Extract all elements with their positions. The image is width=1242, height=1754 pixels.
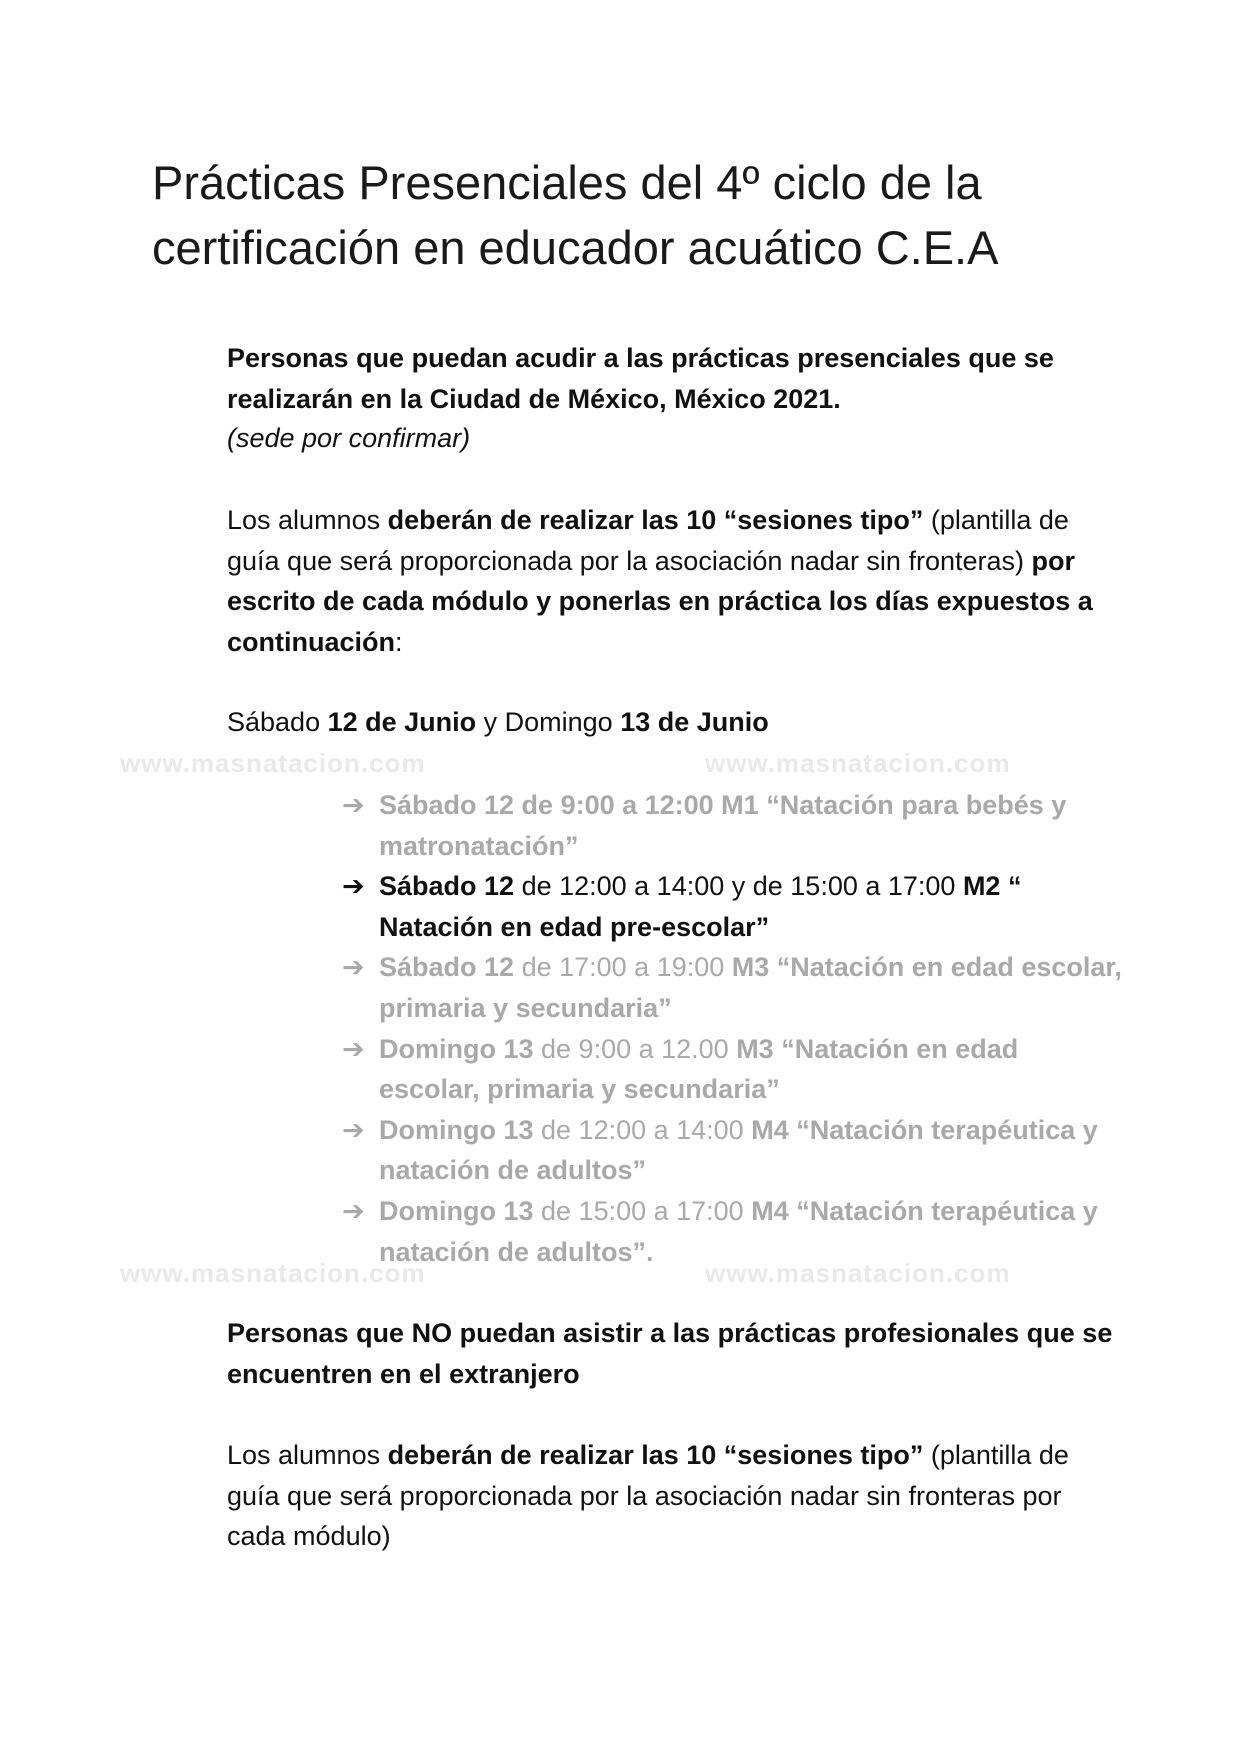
schedule-day: Domingo 13 xyxy=(379,1033,534,1064)
watermark: www.masnatacion.com xyxy=(120,1258,426,1288)
schedule-time: de 15:00 a 17:00 xyxy=(533,1195,752,1226)
arrow-icon: ➔ xyxy=(342,1195,365,1226)
schedule-item xyxy=(342,1110,1122,1191)
text: (plantilla de guía que será proporcionada por la asociación nadar sin fronteras) xyxy=(227,505,1069,576)
text: Los alumnos xyxy=(227,1440,388,1470)
schedule-time: de 17:00 a 19:00 xyxy=(521,952,732,983)
section1-paragraph xyxy=(227,500,1127,662)
schedule-item xyxy=(342,947,1122,1028)
schedule-time: de 9:00 a 12.00 xyxy=(533,1033,737,1064)
date: 13 de Junio xyxy=(620,707,769,737)
text: y Domingo xyxy=(476,707,621,737)
schedule-day: Domingo 13 xyxy=(379,1195,534,1226)
text: (plantilla de guía que será proporcionada por la asociación nadar sin fronteras por cada módulo) xyxy=(227,1440,1069,1552)
section2-heading: Personas que NO puedan asistir a las prácticas profesionales que se encuentren en el extranjero xyxy=(227,1318,1113,1389)
text: : xyxy=(395,626,403,657)
text-bold: deberán de realizar las 10 “sesiones tipo” xyxy=(387,1440,924,1470)
schedule-list xyxy=(342,785,1122,1272)
arrow-icon: ➔ xyxy=(342,1114,365,1145)
section1-note: (sede por confirmar) xyxy=(227,423,471,453)
schedule-module: M4 “Natación terapéutica y natación de adultos” xyxy=(379,1114,1098,1186)
schedule-item xyxy=(342,1191,1122,1272)
arrow-icon: ➔ xyxy=(342,790,365,820)
schedule-module: M3 “Natación en edad escolar, primaria y secundaria” xyxy=(379,952,1122,1023)
schedule-module: M2 “ Natación en edad pre-escolar” xyxy=(379,871,1022,942)
schedule-module: M3 “Natación en edad escolar, primaria y secundaria” xyxy=(379,1033,1019,1105)
schedule-item xyxy=(342,1029,1122,1110)
arrow-icon: ➔ xyxy=(342,952,365,983)
schedule-day: Domingo 13 xyxy=(379,1114,534,1145)
date: 12 de Junio xyxy=(327,707,477,737)
schedule-time: de 12:00 a 14:00 xyxy=(533,1114,752,1145)
text: Los alumnos xyxy=(227,505,388,535)
page-title: Prácticas Presenciales del 4º ciclo de la certificación en educador acuático C.E.A xyxy=(152,156,999,274)
schedule-day: Sábado 12 xyxy=(379,952,522,983)
schedule-time: de 12:00 a 14:00 y de 15:00 a 17:00 xyxy=(514,871,963,902)
text: Sábado xyxy=(227,707,328,737)
watermark: www.masnatacion.com xyxy=(705,748,1011,778)
schedule-day: Sábado 12 xyxy=(379,871,515,902)
schedule-item xyxy=(342,866,1122,947)
arrow-icon: ➔ xyxy=(342,1033,365,1064)
watermark: www.masnatacion.com xyxy=(705,1258,1011,1288)
arrow-icon: ➔ xyxy=(342,871,365,902)
dates-line xyxy=(227,702,1127,743)
schedule-day: Sábado 12 de 9:00 a 12:00 M1 “Natación para bebés y matronatación” xyxy=(379,790,1067,861)
schedule-item xyxy=(342,785,1122,866)
section2-paragraph xyxy=(227,1435,1127,1557)
text-bold: por escrito de cada módulo y ponerlas en práctica los días expuestos a continuación xyxy=(227,545,1093,657)
schedule-module: M4 “Natación terapéutica y natación de adultos”. xyxy=(379,1195,1098,1267)
section1-heading: Personas que puedan acudir a las prácticas presenciales que se realizarán en la Ciudad de México, México 2021. xyxy=(227,343,1054,414)
text-bold: deberán de realizar las 10 “sesiones tipo” xyxy=(387,505,924,535)
watermark: www.masnatacion.com xyxy=(120,748,426,778)
